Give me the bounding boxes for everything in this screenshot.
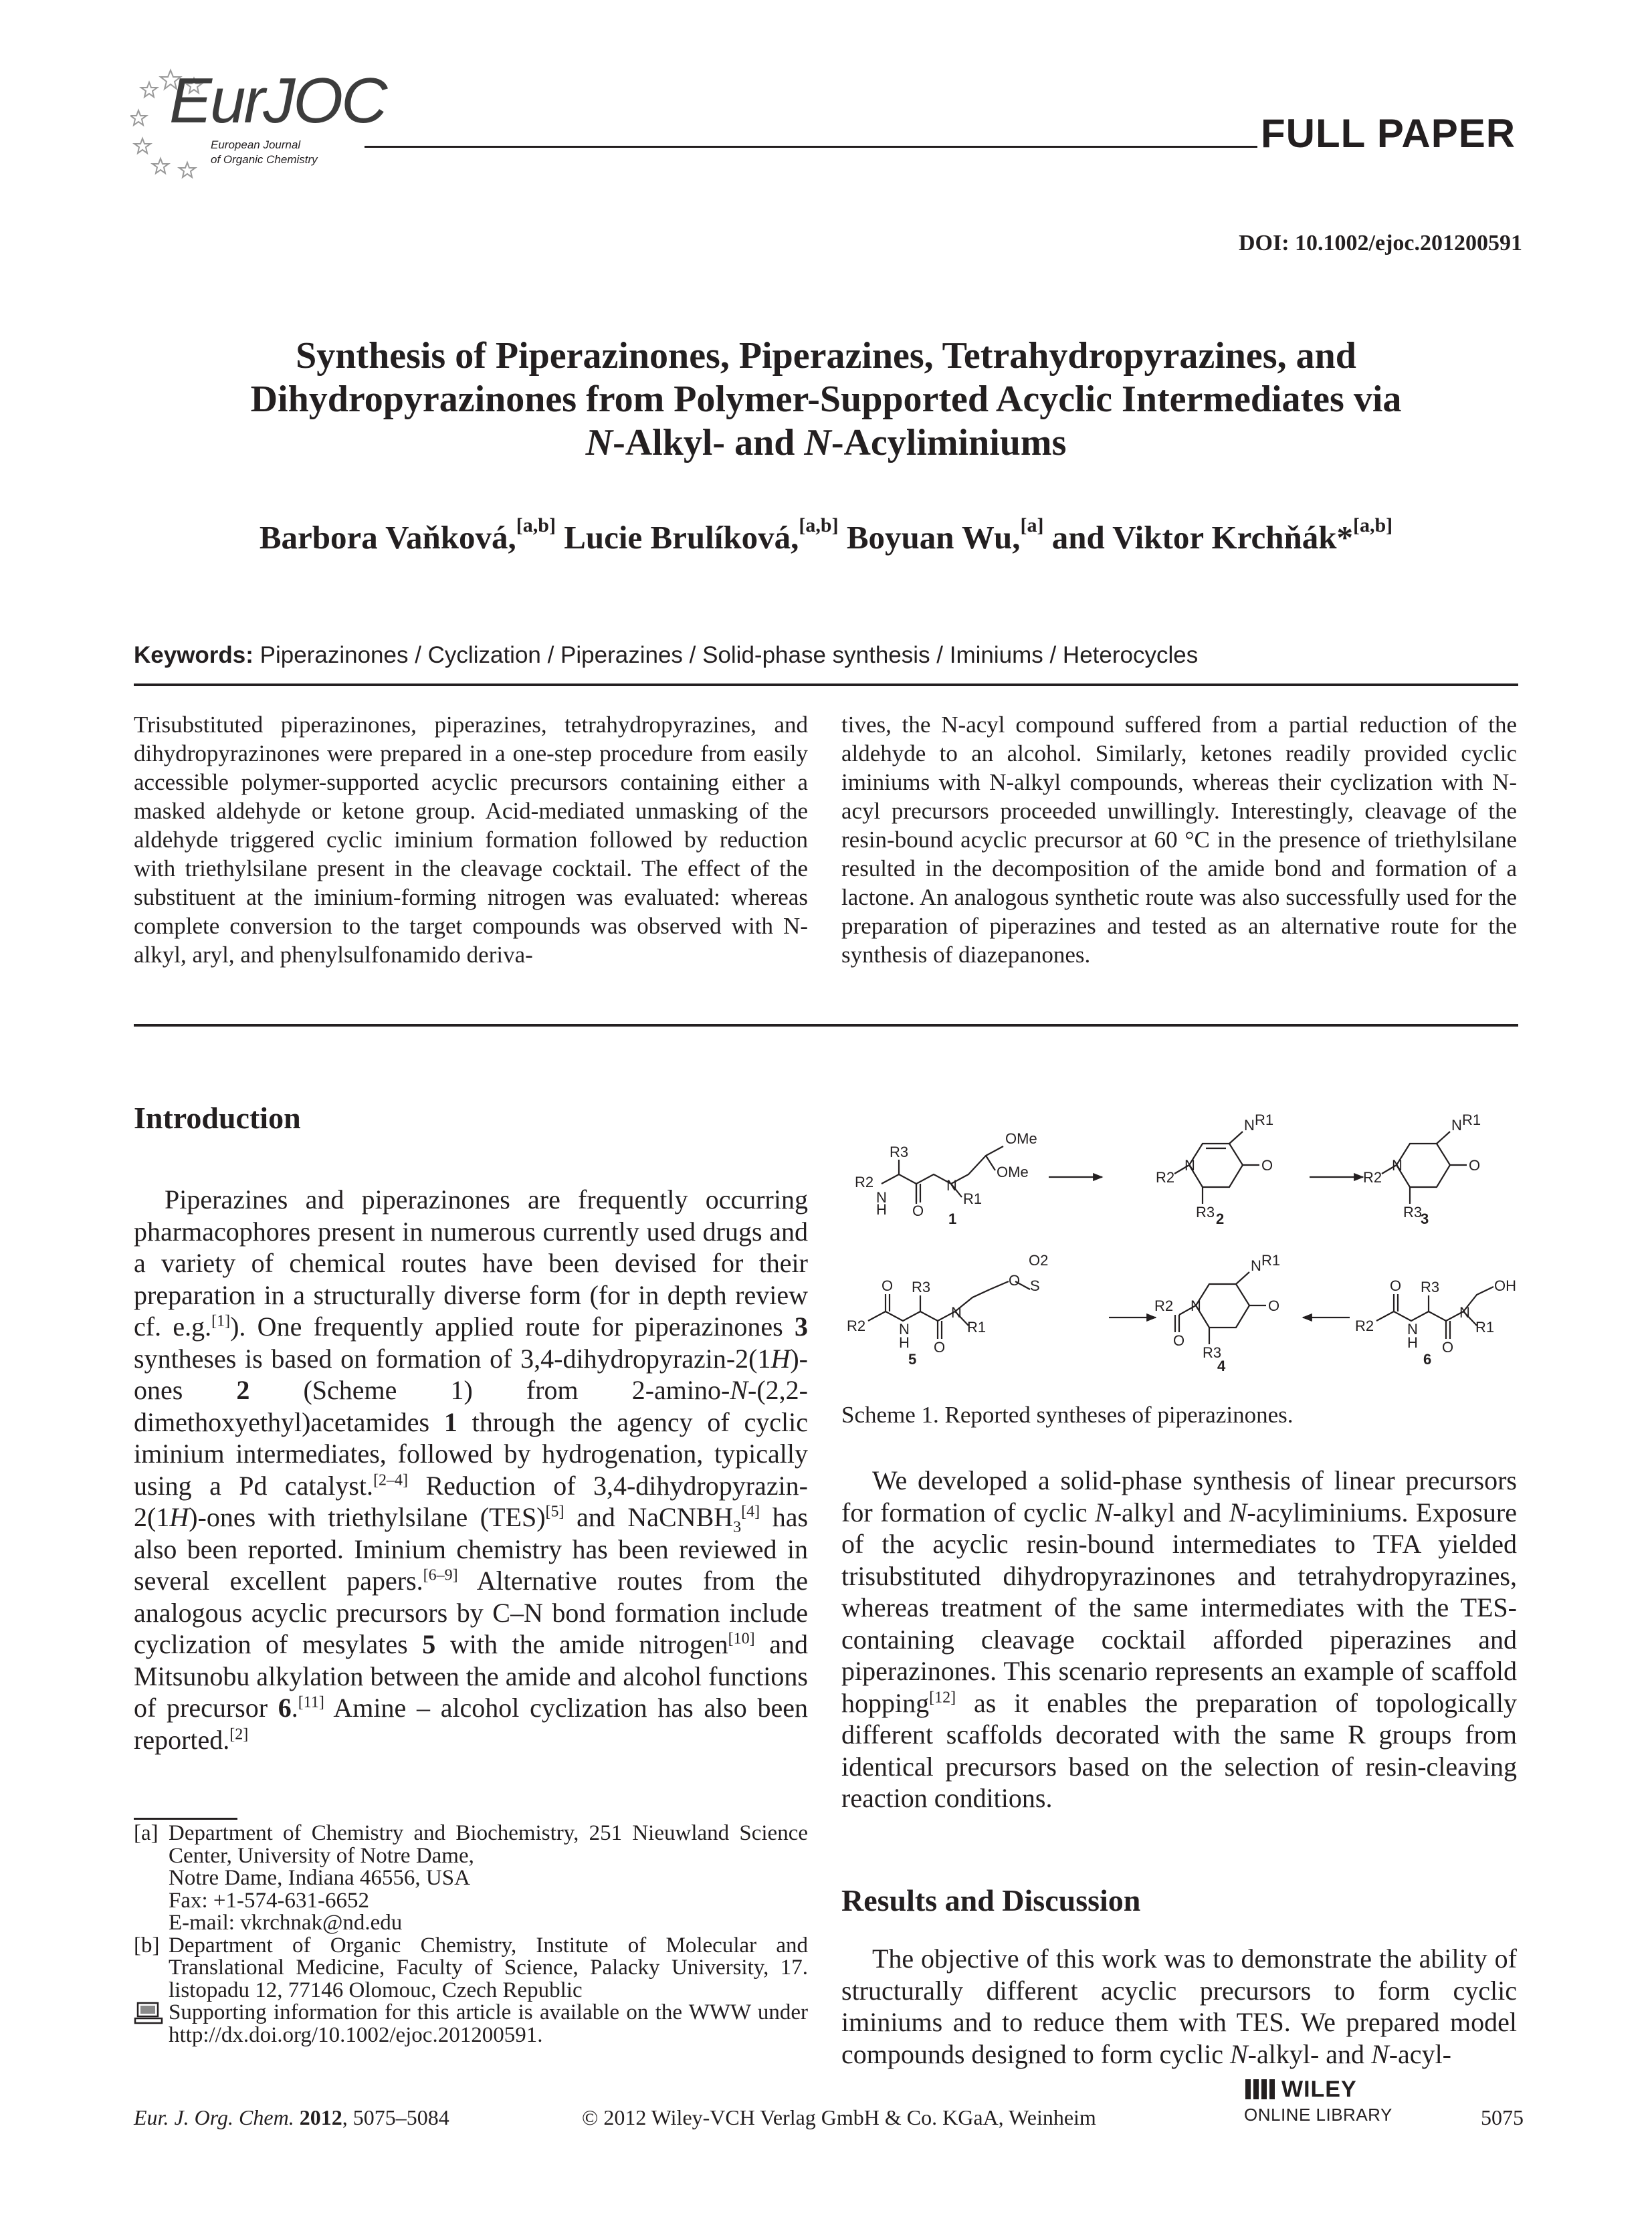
copyright: © 2012 Wiley-VCH Verlag GmbH & Co. KGaA, Weinheim	[582, 2105, 1096, 2129]
logo-subtitle-line1: European Journal	[211, 138, 301, 151]
scheme-label-r2: R2	[1363, 1169, 1382, 1186]
scheme-label-o: O	[1173, 1332, 1185, 1349]
scheme-label-r1: R1	[1462, 1112, 1481, 1128]
scheme-label-o: O	[1390, 1277, 1402, 1294]
scheme-label-n: N	[899, 1321, 910, 1338]
scheme-label-oh: OH	[1494, 1277, 1516, 1294]
compound-number-4: 4	[1217, 1358, 1226, 1374]
scheme-label-r2: R2	[1355, 1318, 1374, 1334]
footnote-b	[134, 1935, 808, 2002]
author-name: Boyuan Wu,	[846, 519, 1021, 556]
scheme-label-r3: R3	[890, 1144, 909, 1160]
abstract-left-column	[134, 710, 808, 969]
scheme-label-r2: R2	[855, 1174, 874, 1190]
author-affiliation: [a,b]	[1352, 514, 1393, 536]
author-list	[107, 514, 1545, 556]
scheme-label-h: H	[876, 1201, 887, 1218]
footnote-a-line: Fax: +1-574-631-6652	[169, 1888, 369, 1913]
keywords	[134, 642, 1198, 669]
author-name: Lucie Brulíková,	[564, 519, 799, 556]
scheme-label-o2: O2	[1029, 1252, 1049, 1269]
abstract-text-left: Trisubstituted piperazinones, piperazines, tetrahydropyrazines, and dihydropyrazinones were prepared in a one-step procedure from easily accessible polymer-supported acyclic precursors containing either a masked aldehyde or ketone group. Acid-mediated unmasking of the aldehyde triggered cyclic iminium formation followed by reduction with triethylsilane present in the cleavage cocktail. The effect of the substituent at the iminium-forming nitrogen was evaluated: whereas complete conversion to the target compounds was observed with N-alkyl, aryl, and phenylsulfonamido deriva-	[134, 712, 808, 968]
scheme-label-h: H	[1407, 1334, 1418, 1351]
abstract-bottom-rule	[134, 1024, 1518, 1027]
scheme-label-o: O	[882, 1277, 894, 1294]
wiley-bars-icon	[1244, 2077, 1277, 2103]
logo-wordmark: EurJOC	[169, 65, 386, 136]
scheme-label-n: N	[1184, 1157, 1195, 1174]
scheme-label-r1: R1	[963, 1190, 983, 1207]
footnote-a-line: Department of Chemistry and Biochemistry, 251 Nieuwland Science Center, University of Notre Dame,	[169, 1821, 808, 1868]
journal-logo	[130, 64, 386, 181]
journal-year: 2012	[299, 2105, 342, 2129]
scheme-label-h: H	[899, 1334, 910, 1351]
scheme-label-o: O	[1442, 1339, 1454, 1356]
scheme-label-n: N	[1244, 1117, 1255, 1134]
header-rule	[365, 146, 1257, 148]
title-line-1: Synthesis of Piperazinones, Piperazines, Tetrahydropyrazines, and	[296, 335, 1356, 377]
scheme-label-r3: R3	[912, 1279, 931, 1295]
scheme-label-r1: R1	[1261, 1252, 1281, 1269]
introduction-paragraph: Piperazines and piperazinones are frequently occurring pharmacophores present in numerous currently used drugs and a variety of chemical routes have been devised for their preparation in a structurally diverse form (for in depth review cf. e.g.[1]). One frequently applied route for piperazinones 3 syntheses is based on formation of 3,4-dihydropyrazin-2(1H)-ones 2 (Scheme 1) from 2-amino-N-(2,2-dimethoxyethyl)acetamides 1 through the agency of cyclic iminium intermediates, followed by hydrogenation, typically using a Pd catalyst.[2–4] Reduction of 3,4-dihydropyrazin-2(1H)-ones with triethylsilane (TES)[5] and NaCNBH$_3$[4] has also been reported. Iminium chemistry has been reviewed in several excellent papers.[6–9] Alternative routes from the analogous acyclic precursors by C–N bond formation include cyclization of mesylates 5 with the amide nitrogen[10] and Mitsunobu alkylation between the amide and alcohol functions of precursor 6.[11] Amine – alcohol cyclization has also been reported.[2]	[134, 1184, 809, 1755]
footnote-a-line: Notre Dame, Indiana 46556, USA	[169, 1866, 470, 1890]
footnotes	[134, 1822, 808, 2046]
scheme-label-o: O	[912, 1202, 924, 1219]
doi[interactable]: DOI: 10.1002/ejoc.201200591	[1238, 231, 1522, 255]
scheme-label-n: N	[1191, 1297, 1201, 1314]
scheme-label-ome: OMe	[1005, 1130, 1037, 1147]
scheme-label-o: O	[1009, 1272, 1021, 1289]
abstract-right-column	[841, 710, 1517, 969]
scheme-label-r1: R1	[1255, 1112, 1274, 1128]
right-column-paragraph: We developed a solid-phase synthesis of linear precursors for formation of cyclic N-alkyl and N-acyliminiums. Exposure of the acyclic resin-bound intermediates to TFA yielded trisubstituted dihydropyrazinones and tetrahydropyrazines, whereas treatment of the same intermediates with the TES-containing cleavage cocktail afforded piperazines and piperazinones. This scenario represents an example of scaffold hopping[12] as it enables the preparation of topologically different scaffolds decorated with the same R groups from identical precursors based on the selection of resin-cleaving reaction conditions.	[841, 1465, 1517, 1813]
compound-number-6: 6	[1423, 1351, 1432, 1368]
scheme-label-r1: R1	[967, 1319, 987, 1336]
scheme-label-r2: R2	[1154, 1297, 1174, 1314]
computer-icon	[134, 2002, 163, 2024]
introduction-text	[134, 1184, 808, 1756]
title-line-3: N-Alkyl- and N-Acyliminiums	[585, 422, 1067, 463]
scheme-label-r3: R3	[1403, 1204, 1423, 1221]
article-title	[107, 334, 1545, 465]
scheme-label-r2: R2	[1156, 1169, 1175, 1186]
footnote-mark: [b]	[134, 1933, 160, 1958]
keywords-label: Keywords:	[134, 642, 253, 668]
compound-number-2: 2	[1216, 1210, 1225, 1227]
page-number: 5075	[1481, 2105, 1524, 2129]
scheme-label-n: N	[1459, 1304, 1470, 1321]
compound-number-3: 3	[1421, 1210, 1429, 1227]
compound-4-structure	[1175, 1272, 1266, 1344]
scheme-label-o: O	[1261, 1157, 1273, 1174]
supporting-info-text: Supporting information for this article is available on the WWW under http://dx.doi.org/10.1002/ejoc.201200591.	[169, 2000, 808, 2047]
introduction-heading: Introduction	[134, 1101, 301, 1135]
right-column-text	[841, 1465, 1517, 1814]
scheme-label-r3: R3	[1421, 1279, 1440, 1295]
scheme-label-n: N	[951, 1304, 962, 1321]
scheme-label-ome: OMe	[997, 1164, 1029, 1180]
title-line-2: Dihydropyrazinones from Polymer-Supported Acyclic Intermediates via	[250, 379, 1402, 420]
scheme-label-r2: R2	[847, 1318, 866, 1334]
compound-number-1: 1	[948, 1210, 957, 1227]
scheme-label-n: N	[1407, 1321, 1418, 1338]
scheme-label-r3: R3	[1196, 1204, 1215, 1221]
scheme-caption: Scheme 1. Reported syntheses of piperazinones.	[841, 1402, 1294, 1428]
author-affiliation: [a,b]	[799, 514, 839, 536]
scheme-label-r3: R3	[1203, 1344, 1222, 1361]
author-name: and Viktor Krchňák*	[1051, 519, 1353, 556]
scheme-label-o: O	[1469, 1157, 1481, 1174]
scheme-label-n: N	[1251, 1257, 1261, 1274]
scheme-label-n: N	[876, 1189, 887, 1206]
footnote-a-email[interactable]: E-mail: vkrchnak@nd.edu	[169, 1911, 403, 1935]
compound-number-5: 5	[908, 1351, 917, 1368]
logo-subtitle-line2: of Organic Chemistry	[211, 153, 318, 166]
footnote-rule	[134, 1818, 237, 1820]
scheme-label-n: N	[946, 1177, 957, 1194]
results-paragraph: The objective of this work was to demonstrate the ability of structurally different acyclic precursors to form cyclic iminiums and to reduce them with TES. We prepared model compounds designed to form cyclic N-alkyl- and N-acyl-	[841, 1943, 1517, 2069]
online-library-label: ONLINE LIBRARY	[1244, 2105, 1392, 2125]
footnote-a	[134, 1822, 808, 1935]
journal-citation	[134, 2105, 449, 2130]
wiley-wordmark: WILEY	[1281, 2077, 1357, 2102]
author-affiliation: [a]	[1020, 514, 1044, 536]
journal-pages: , 5075–5084	[342, 2105, 449, 2129]
scheme-label-o: O	[934, 1339, 946, 1356]
footnote-b-text: Department of Organic Chemistry, Institute of Molecular and Translational Medicine, Faculty of Science, Palacky University, 17. listopadu 12, 77146 Olomouc, Czech Republic	[169, 1933, 808, 2002]
scheme-1-figure	[841, 1090, 1517, 1404]
wiley-online-library-logo	[1244, 2077, 1392, 2130]
scheme-label-n: N	[1451, 1117, 1462, 1134]
author-name: Barbora Vaňková,	[259, 519, 516, 556]
scheme-label-r1: R1	[1475, 1319, 1495, 1336]
journal-abbreviation: Eur. J. Org. Chem.	[134, 2105, 294, 2129]
results-heading: Results and Discussion	[841, 1883, 1141, 1917]
footnote-mark: [a]	[134, 1821, 159, 1845]
abstract-text-right: tives, the N-acyl compound suffered from a partial reduction of the aldehyde to an alcohol. Similarly, ketones readily provided cyclic iminiums with N-alkyl compounds, whereas their cyclization with N-acyl precursors proceeded unwillingly. Interestingly, cleavage of the resin-bound acyclic precursor at 60 °C in the presence of triethylsilane resulted in the decomposition of the amide bond and formation of a lactone. An analogous synthetic route was also successfully used for the preparation of piperazines and tested as an alternative route for the synthesis of diazepanones.	[841, 712, 1517, 968]
results-text	[841, 1943, 1517, 2070]
scheme-label-n: N	[1392, 1157, 1403, 1174]
scheme-label-o: O	[1268, 1297, 1280, 1314]
abstract-top-rule	[134, 683, 1518, 686]
author-affiliation: [a,b]	[516, 514, 556, 536]
scheme-label-s: S	[1030, 1277, 1040, 1294]
footnote-supporting-info	[134, 2002, 808, 2046]
section-label: FULL PAPER	[1261, 111, 1516, 156]
keywords-list: Piperazinones / Cyclization / Piperazines / Solid-phase synthesis / Iminiums / Heterocycles	[260, 642, 1199, 668]
